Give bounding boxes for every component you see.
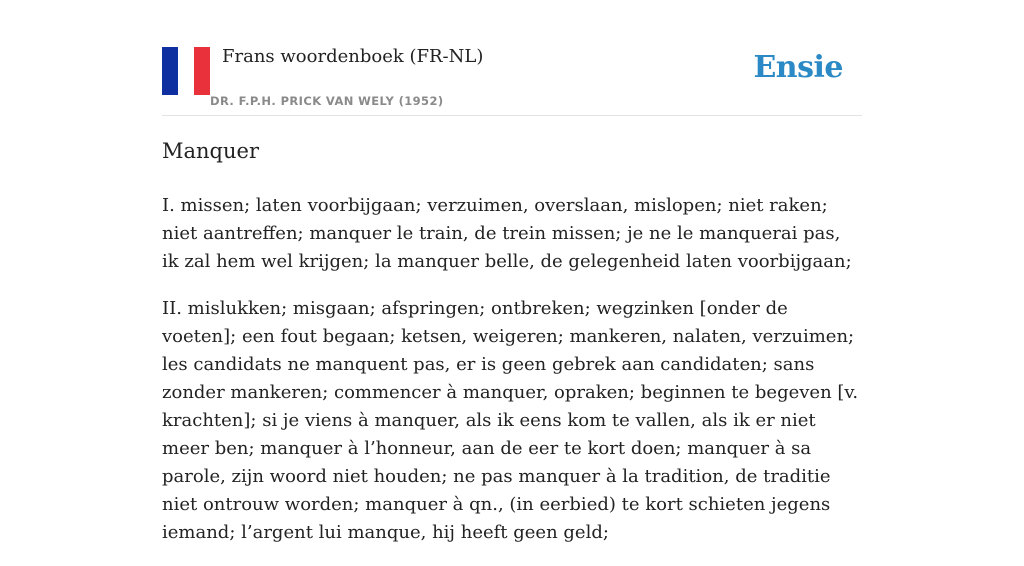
dictionary-author: DR. F.P.H. PRICK VAN WELY (1952) [210,94,444,108]
flag-stripe-red [194,47,210,95]
dictionary-card [162,0,862,543]
definition-paragraph: II. mislukken; misgaan; afspringen; ontbreken; wegzinken [onder de voeten]; een fout begaan; ketsen, weigeren; mankeren, nalaten, verzuimen; les candidats ne manquent pas, er is geen gebrek aan candidaten; sans zonder mankeren; commencer à manquer, opraken; beginnen te begeven [v. krachten]; si je viens à manquer, als ik eens kom te vallen, als ik er niet meer ben; manquer à l’honneur, aan de eer te kort doen; manquer à sa parole, zijn woord niet houden; ne pas manquer à la tradition, de traditie niet ontrouw worden; manquer à qn., (in eerbied) te kort schieten jegens iemand; l’argent lui manque, hij heeft geen geld; [162,298,859,543]
france-flag-icon [162,47,210,95]
definition-paragraph: I. missen; laten voorbijgaan; verzuimen, overslaan, mislopen; niet raken; niet aantreffen; manquer le train, de trein missen; je ne le manquerai pas, ik zal hem wel krijgen; la manquer belle, de gelegenheid laten voorbijgaan; [162,195,852,272]
flag-stripe-white [178,47,194,95]
header-divider [162,115,862,116]
ensie-logo[interactable]: Ensie [753,50,843,85]
entry-definitions [162,192,862,566]
dictionary-title[interactable]: Frans woordenboek (FR-NL) [222,46,484,67]
entry-headword: Manquer [162,139,259,163]
flag-stripe-blue [162,47,178,95]
